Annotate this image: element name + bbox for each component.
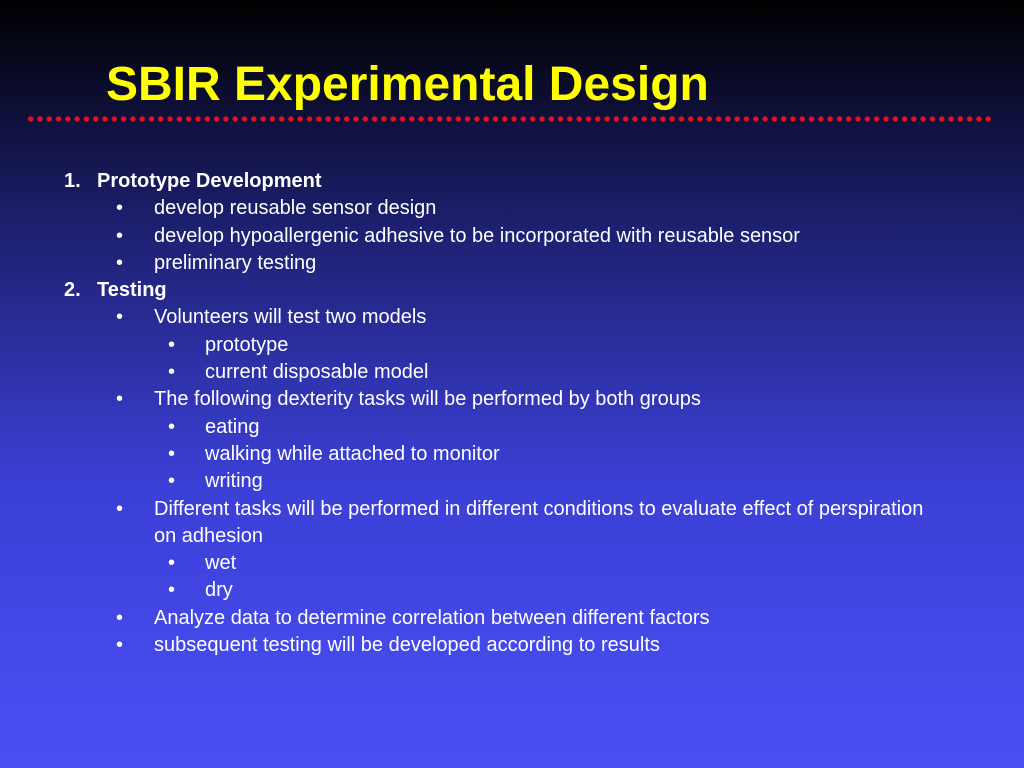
list-item [0,195,1024,222]
list-item [0,632,1024,659]
list-item [0,496,1024,551]
sub-list-item-text: prototype [205,333,289,356]
list-item-text: Analyze data to determine correlation between different factors [154,606,710,629]
sub-list-item-text: walking while attached to monitor [205,442,500,465]
sub-list-item [0,332,1024,359]
slide-title: SBIR Experimental Design [106,58,709,111]
section-number: 1. [64,170,81,192]
sub-list-item [0,414,1024,441]
sub-list-item [0,550,1024,577]
dotted-divider [26,116,992,122]
list-item-text: Different tasks will be performed in different conditions to evaluate effect of perspiration on adhesion [154,497,924,547]
bullet-icon: • [116,634,124,657]
list-item-text: develop reusable sensor design [154,197,437,220]
bullet-icon: • [116,197,124,220]
bullet-icon: • [168,470,176,493]
list-item [0,605,1024,632]
sub-list-item-text: dry [205,579,233,602]
bullet-icon: • [168,415,176,438]
list-item-text: The following dexterity tasks will be performed by both groups [154,388,701,411]
bullet-icon: • [116,606,124,629]
bullet-icon: • [116,497,124,520]
bullet-icon: • [168,333,176,356]
bullet-icon: • [168,361,176,384]
list-item-text: develop hypoallergenic adhesive to be incorporated with reusable sensor [154,224,800,247]
list-item [0,223,1024,250]
list-item [0,304,1024,331]
sub-list-item-text: writing [205,470,263,493]
list-item-text: Volunteers will test two models [154,306,427,329]
list-item-text: preliminary testing [154,251,317,274]
sub-list-item [0,441,1024,468]
list-item-text: subsequent testing will be developed according to results [154,634,660,657]
sub-list-item-text: wet [205,552,237,575]
sub-list-item-text: current disposable model [205,361,429,384]
sub-list-item [0,468,1024,495]
sub-list-item-text: eating [205,415,260,438]
bullet-icon: • [116,306,124,329]
section-title: Prototype Development [97,170,322,192]
section-title: Testing [97,279,167,302]
sub-list-item [0,577,1024,604]
bullet-icon: • [116,251,124,274]
bullet-icon: • [116,224,124,247]
sub-list-item [0,359,1024,386]
list-item [0,386,1024,413]
bullet-icon: • [116,388,124,411]
list-item [0,250,1024,277]
bullet-icon: • [168,579,176,602]
bullet-icon: • [168,442,176,465]
bullet-icon: • [168,552,176,575]
section-heading [0,168,1024,195]
section-number: 2. [64,279,81,302]
section-heading [0,277,1024,304]
slide-body [0,168,1024,659]
